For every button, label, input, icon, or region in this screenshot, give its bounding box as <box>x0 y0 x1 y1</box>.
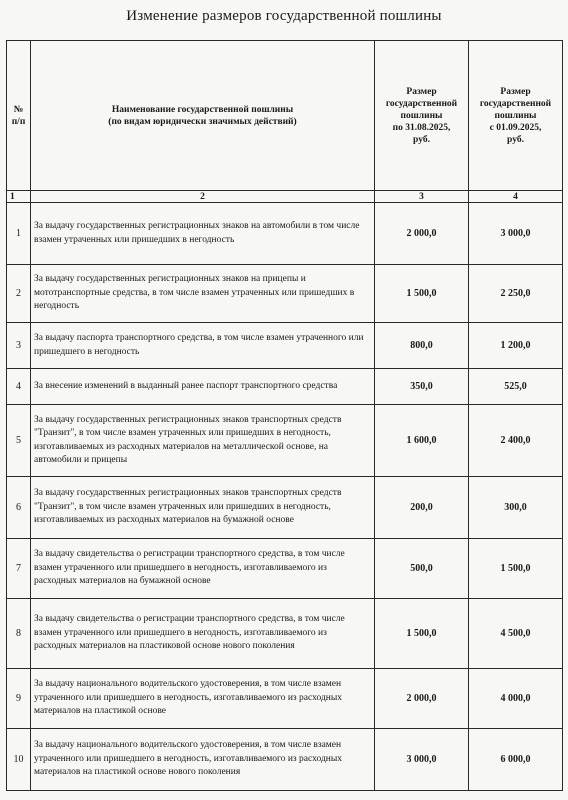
row-number: 2 <box>7 265 31 323</box>
table-row <box>7 729 563 791</box>
row-description: За выдачу свидетельства о регистрации транспортного средства, в том числе взамен утраченного или пришедшего в негодность, изготавливаемого из расходных материалов на бумажной основе <box>31 539 375 599</box>
column-number: 3 <box>375 191 469 203</box>
table-row <box>7 323 563 369</box>
fee-old-value: 1 500,0 <box>375 265 469 323</box>
column-number: 4 <box>469 191 563 203</box>
row-description: За выдачу национального водительского удостоверения, в том числе взамен утраченного или пришедшего в негодность, изготавливаемого из расходных материалов на пластикой основе <box>31 669 375 729</box>
header-row <box>7 41 563 191</box>
row-description: За выдачу государственных регистрационных знаков транспортных средств "Транзит", в том числе взамен утраченных или пришедших в негодность, изготавливаемых из расходных материалов на металлической основе, на автомобили и прицепы <box>31 405 375 477</box>
fee-new-value: 2 400,0 <box>469 405 563 477</box>
row-number: 3 <box>7 323 31 369</box>
row-description: За выдачу паспорта транспортного средства, в том числе взамен утраченного или пришедшего в негодность <box>31 323 375 369</box>
table-body <box>7 203 563 791</box>
column-number: 2 <box>31 191 375 203</box>
row-number: 9 <box>7 669 31 729</box>
row-description: За внесение изменений в выданный ранее паспорт транспортного средства <box>31 369 375 405</box>
row-description: За выдачу государственных регистрационных знаков транспортных средств "Транзит", в том числе взамен утраченных или пришедших в негодность, изготавливаемых из расходных материалов на бумажной основе <box>31 477 375 539</box>
table-row <box>7 599 563 669</box>
fee-old-value: 1 600,0 <box>375 405 469 477</box>
fee-new-value: 3 000,0 <box>469 203 563 265</box>
row-description: За выдачу государственных регистрационных знаков на автомобили в том числе взамен утраченных или пришедших в негодность <box>31 203 375 265</box>
row-description: За выдачу национального водительского удостоверения, в том числе взамен утраченного или пришедшего в негодность, изготавливаемого из расходных материалов на пластикой основе нового поколения <box>31 729 375 791</box>
table-row <box>7 477 563 539</box>
fee-new-value: 2 250,0 <box>469 265 563 323</box>
fee-old-value: 800,0 <box>375 323 469 369</box>
table-row <box>7 369 563 405</box>
row-number: 6 <box>7 477 31 539</box>
table-row <box>7 669 563 729</box>
fee-old-value: 200,0 <box>375 477 469 539</box>
row-number: 8 <box>7 599 31 669</box>
header-fee-old: Размер государственной пошлины по 31.08.2025, руб. <box>375 41 469 191</box>
header-fee-new: Размер государственной пошлины с 01.09.2025, руб. <box>469 41 563 191</box>
table-row <box>7 265 563 323</box>
fee-table <box>6 40 563 791</box>
fee-old-value: 350,0 <box>375 369 469 405</box>
row-number: 4 <box>7 369 31 405</box>
fee-new-value: 4 000,0 <box>469 669 563 729</box>
fee-old-value: 2 000,0 <box>375 203 469 265</box>
fee-new-value: 1 500,0 <box>469 539 563 599</box>
fee-new-value: 300,0 <box>469 477 563 539</box>
fee-new-value: 525,0 <box>469 369 563 405</box>
fee-old-value: 1 500,0 <box>375 599 469 669</box>
table-row <box>7 203 563 265</box>
row-number: 10 <box>7 729 31 791</box>
row-description: За выдачу государственных регистрационных знаков на прицепы и мототранспортные средства, в том числе взамен утраченных или пришедших в негодность <box>31 265 375 323</box>
page-title: Изменение размеров государственной пошлины <box>126 8 442 24</box>
row-number: 1 <box>7 203 31 265</box>
fee-old-value: 500,0 <box>375 539 469 599</box>
table-row <box>7 405 563 477</box>
row-number: 5 <box>7 405 31 477</box>
fee-new-value: 4 500,0 <box>469 599 563 669</box>
fee-new-value: 6 000,0 <box>469 729 563 791</box>
row-number: 7 <box>7 539 31 599</box>
fee-old-value: 2 000,0 <box>375 669 469 729</box>
header-name: Наименование государственной пошлины (по видам юридически значимых действий) <box>31 41 375 191</box>
column-number: 1 <box>7 191 31 203</box>
fee-new-value: 1 200,0 <box>469 323 563 369</box>
row-description: За выдачу свидетельства о регистрации транспортного средства, в том числе взамен утраченного или пришедшего в негодность, изготавливаемого из расходных материалов на пластиковой основе нового поколения <box>31 599 375 669</box>
fee-old-value: 3 000,0 <box>375 729 469 791</box>
table-row <box>7 539 563 599</box>
column-number-row <box>7 191 563 203</box>
header-number: № п/п <box>7 41 31 191</box>
